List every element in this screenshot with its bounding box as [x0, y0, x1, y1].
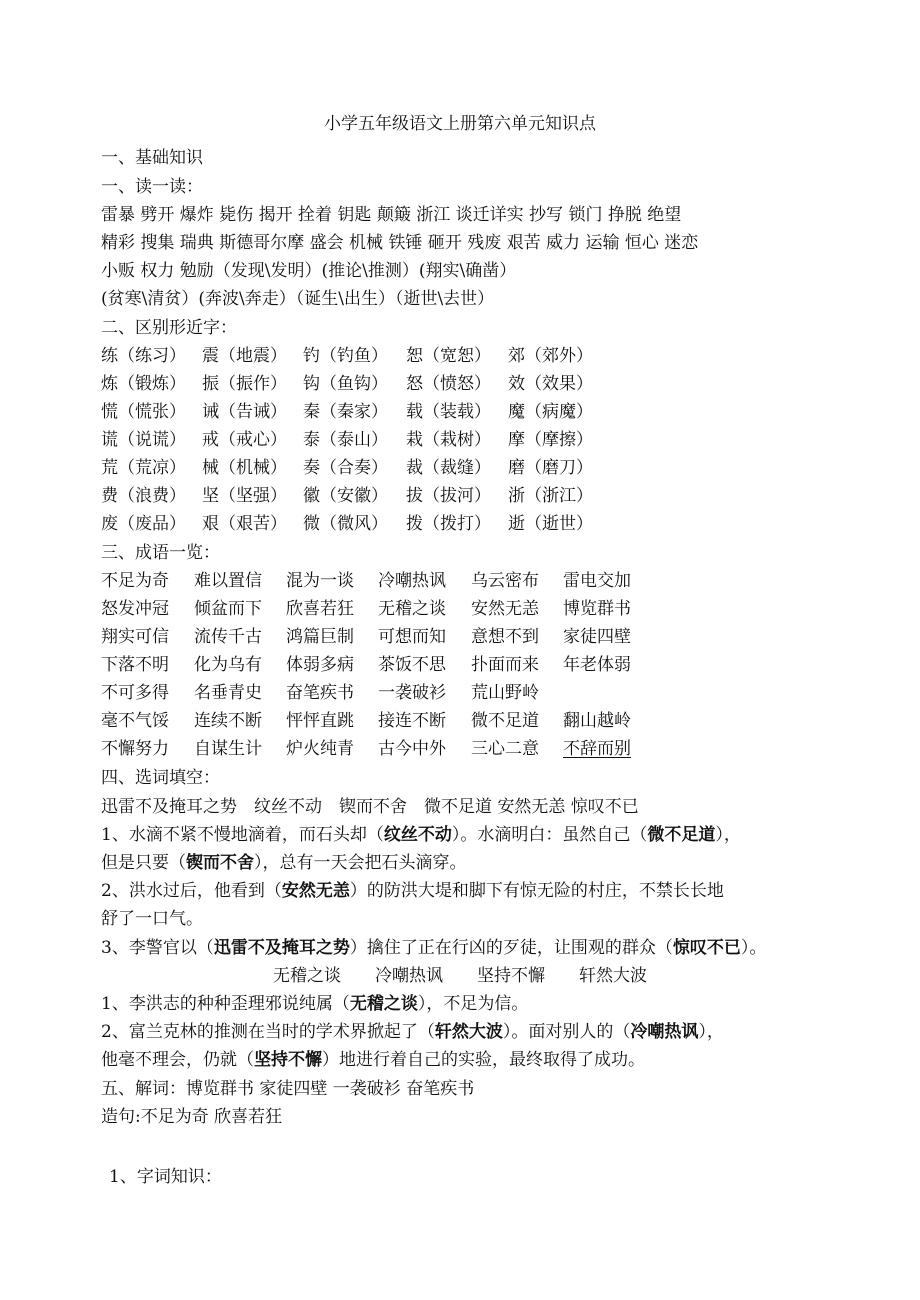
idiom-cell: 接连不断 [378, 711, 446, 731]
shape-cell: 钓（钓鱼） [303, 346, 388, 366]
idiom-cell: 翻山越岭 [563, 711, 631, 731]
text: 1、水滴不紧不慢地滴着，而石头却（ [101, 825, 384, 845]
idiom-cell: 名垂青史 [194, 683, 262, 703]
idiom-cell: 家徒四壁 [563, 627, 631, 647]
shape-cell: 拨（拨打） [406, 514, 491, 534]
idiom-cell: 不足为奇 [101, 571, 169, 591]
idiom-cell: 安然无恙 [471, 599, 539, 619]
idiom-cell: 博览群书 [563, 599, 631, 619]
idiom-cell: 欣喜若狂 [286, 599, 354, 619]
idiom-cell: 自谋生计 [194, 739, 262, 759]
idiom-cell: 荒山野岭 [471, 683, 539, 703]
shape-cell: 戒（戒心） [202, 430, 287, 450]
shape-cell: 振（振作） [202, 374, 287, 394]
text: 2、洪水过后，他看到（ [101, 881, 282, 901]
shape-cell: 泰（泰山） [303, 430, 388, 450]
sentence-making: 造句:不足为奇 欣喜若狂 [101, 1107, 283, 1127]
answer: 惊叹不已 [672, 938, 741, 958]
idiom-cell: 混为一谈 [286, 571, 354, 591]
idiom-cell: 扑面而来 [471, 655, 539, 675]
shape-cell: 效（效果） [508, 374, 593, 394]
idiom-cell: 连续不断 [194, 711, 262, 731]
question-2-line-1 [101, 879, 724, 903]
read-line: 小贩 权力 勉励（发现\发明）(推论\推测）(翔实\确凿） [101, 261, 517, 281]
question-1-line-2 [101, 851, 467, 875]
shape-cell: 裁（裁缝） [406, 458, 491, 478]
text: ）地进行着自己的实验，最终取得了成功。 [322, 1050, 645, 1070]
shape-cell: 磨（磨刀） [508, 458, 593, 478]
idiom-cell: 微不足道 [471, 711, 539, 731]
answer: 微不足道 [647, 825, 716, 845]
shape-cell: 钩（鱼钩） [303, 374, 388, 394]
shape-cell: 废（废品） [101, 514, 186, 534]
shape-cell: 慌（慌张） [101, 402, 186, 422]
shape-cell: 徽（安徽） [303, 486, 388, 506]
idiom-cell: 三心二意 [471, 739, 539, 759]
idiom-cell: 倾盆而下 [194, 599, 262, 619]
section-vocabulary: 1、字词知识： [109, 1167, 222, 1187]
answer: 冷嘲热讽 [630, 1022, 699, 1042]
idiom-cell: 毫不气馁 [101, 711, 169, 731]
section-basic-knowledge: 一、基础知识 [101, 148, 203, 168]
section-explain: 五、解词：博览群书 家徒四壁 一袭破衫 奋笔疾书 [101, 1079, 475, 1099]
shape-cell: 拔（拔河） [406, 486, 491, 506]
answer: 锲而不舍 [186, 853, 254, 873]
shape-cell: 郊（郊外） [508, 346, 593, 366]
idiom-cell: 奋笔疾书 [286, 683, 354, 703]
word-bank-2: 无稽之谈 冷嘲热讽 坚持不懈 轩然大波 [273, 966, 647, 986]
read-line: 精彩 搜集 瑞典 斯德哥尔摩 盛会 机械 铁锤 砸开 残废 艰苦 威力 运输 恒心 迷恋 [101, 233, 699, 253]
answer: 坚持不懈 [254, 1050, 322, 1070]
section-read: 一、读一读： [101, 177, 203, 197]
question-1-line-1 [101, 823, 741, 847]
shape-cell: 荒（荒凉） [101, 458, 186, 478]
shape-cell: 摩（摩擦） [508, 430, 593, 450]
idiom-cell: 翔实可信 [101, 627, 169, 647]
text: 但是只要（ [101, 853, 186, 873]
text: ），总有一天会把石头滴穿。 [254, 853, 467, 873]
shape-cell: 艰（艰苦） [202, 514, 287, 534]
idiom-cell: 意想不到 [471, 627, 539, 647]
idiom-cell: 鸿篇巨制 [286, 627, 354, 647]
idiom-cell: 可想而知 [378, 627, 446, 647]
idiom-cell: 怒发冲冠 [101, 599, 169, 619]
text: 2、富兰克林的推测在当时的学术界掀起了（ [101, 1022, 435, 1042]
idiom-cell: 茶饭不思 [378, 655, 446, 675]
section-similar-characters: 二、区别形近字： [101, 318, 237, 338]
shape-cell: 逝（逝世） [508, 514, 593, 534]
answer: 轩然大波 [434, 1022, 503, 1042]
question-3 [101, 936, 766, 960]
idiom-cell: 乌云密布 [471, 571, 539, 591]
shape-cell: 奏（合奏） [303, 458, 388, 478]
question-2-line-2: 舒了一口气。 [101, 909, 203, 929]
idiom-cell: 无稽之谈 [378, 599, 446, 619]
shape-cell: 怒（愤怒） [406, 374, 491, 394]
answer: 迅雷不及掩耳之势 [213, 938, 350, 958]
shape-cell: 恕（宽恕） [406, 346, 491, 366]
text: ）的防洪大堤和脚下有惊无险的村庄，不禁长长地 [349, 881, 724, 901]
idiom-cell: 炉火纯青 [286, 739, 354, 759]
word-bank-1: 迅雷不及掩耳之势 纹丝不动 锲而不舍 微不足道 安然无恙 惊叹不已 [101, 797, 639, 817]
idiom-cell: 体弱多病 [286, 655, 354, 675]
idiom-cell: 难以置信 [194, 571, 262, 591]
idiom-cell-underlined: 不辞而别 [563, 739, 631, 759]
idiom-cell: 古今中外 [378, 739, 446, 759]
answer: 安然无恙 [281, 881, 350, 901]
shape-cell: 载（装载） [406, 402, 491, 422]
shape-cell: 微（微风） [303, 514, 388, 534]
shape-cell: 震（地震） [202, 346, 287, 366]
shape-cell: 栽（栽树） [406, 430, 491, 450]
text: 3、李警官以（ [101, 938, 214, 958]
answer: 无稽之谈 [349, 994, 418, 1014]
shape-cell: 魔（病魔） [508, 402, 593, 422]
text: 1、李洪志的种种歪理邪说纯属（ [101, 994, 350, 1014]
read-line: 雷暴 劈开 爆炸 毙伤 揭开 拴着 钥匙 颠簸 浙江 谈迁详实 抄写 锁门 挣脱 绝望 [101, 205, 682, 225]
text: ），不足为信。 [417, 994, 529, 1014]
idiom-cell: 不懈努力 [101, 739, 169, 759]
text: ）。面对别人的（ [502, 1022, 631, 1042]
idiom-cell: 年老体弱 [563, 655, 631, 675]
shape-cell: 秦（秦家） [303, 402, 388, 422]
text: ）， [715, 825, 741, 845]
text: 他毫不理会，仍就（ [101, 1050, 254, 1070]
shape-cell: 诫（告诫） [202, 402, 287, 422]
text: ）擒住了正在行凶的歹徒，让围观的群众（ [349, 938, 673, 958]
idiom-cell: 化为乌有 [194, 655, 262, 675]
shape-cell: 谎（说谎） [101, 430, 186, 450]
idiom-cell: 冷嘲热讽 [378, 571, 446, 591]
shape-cell: 浙（浙江） [508, 486, 593, 506]
idiom-cell: 一袭破衫 [378, 683, 446, 703]
section-fill-in: 四、选词填空： [101, 768, 220, 788]
idiom-cell: 流传千古 [194, 627, 262, 647]
shape-cell: 坚（坚强） [202, 486, 287, 506]
answer: 纹丝不动 [383, 825, 452, 845]
question-4 [101, 992, 528, 1016]
idiom-cell: 雷电交加 [563, 571, 631, 591]
text: ）。水滴明白：虽然自己（ [451, 825, 648, 845]
shape-cell: 炼（锻炼） [101, 374, 186, 394]
shape-cell: 费（浪费） [101, 486, 186, 506]
text: ）， [698, 1022, 724, 1042]
idiom-cell: 怦怦直跳 [286, 711, 354, 731]
question-5-line-2 [101, 1048, 645, 1072]
idiom-cell: 不可多得 [101, 683, 169, 703]
section-idioms: 三、成语一览： [101, 543, 220, 563]
read-line: (贫寒\清贫）(奔波\奔走）（诞生\出生）（逝世\去世） [101, 289, 495, 309]
question-5-line-1 [101, 1020, 724, 1044]
idiom-cell: 下落不明 [101, 655, 169, 675]
text: ）。 [740, 938, 767, 958]
shape-cell: 械（机械） [202, 458, 287, 478]
shape-cell: 练（练习） [101, 346, 186, 366]
page-title: 小学五年级语文上册第六单元知识点 [324, 114, 596, 134]
